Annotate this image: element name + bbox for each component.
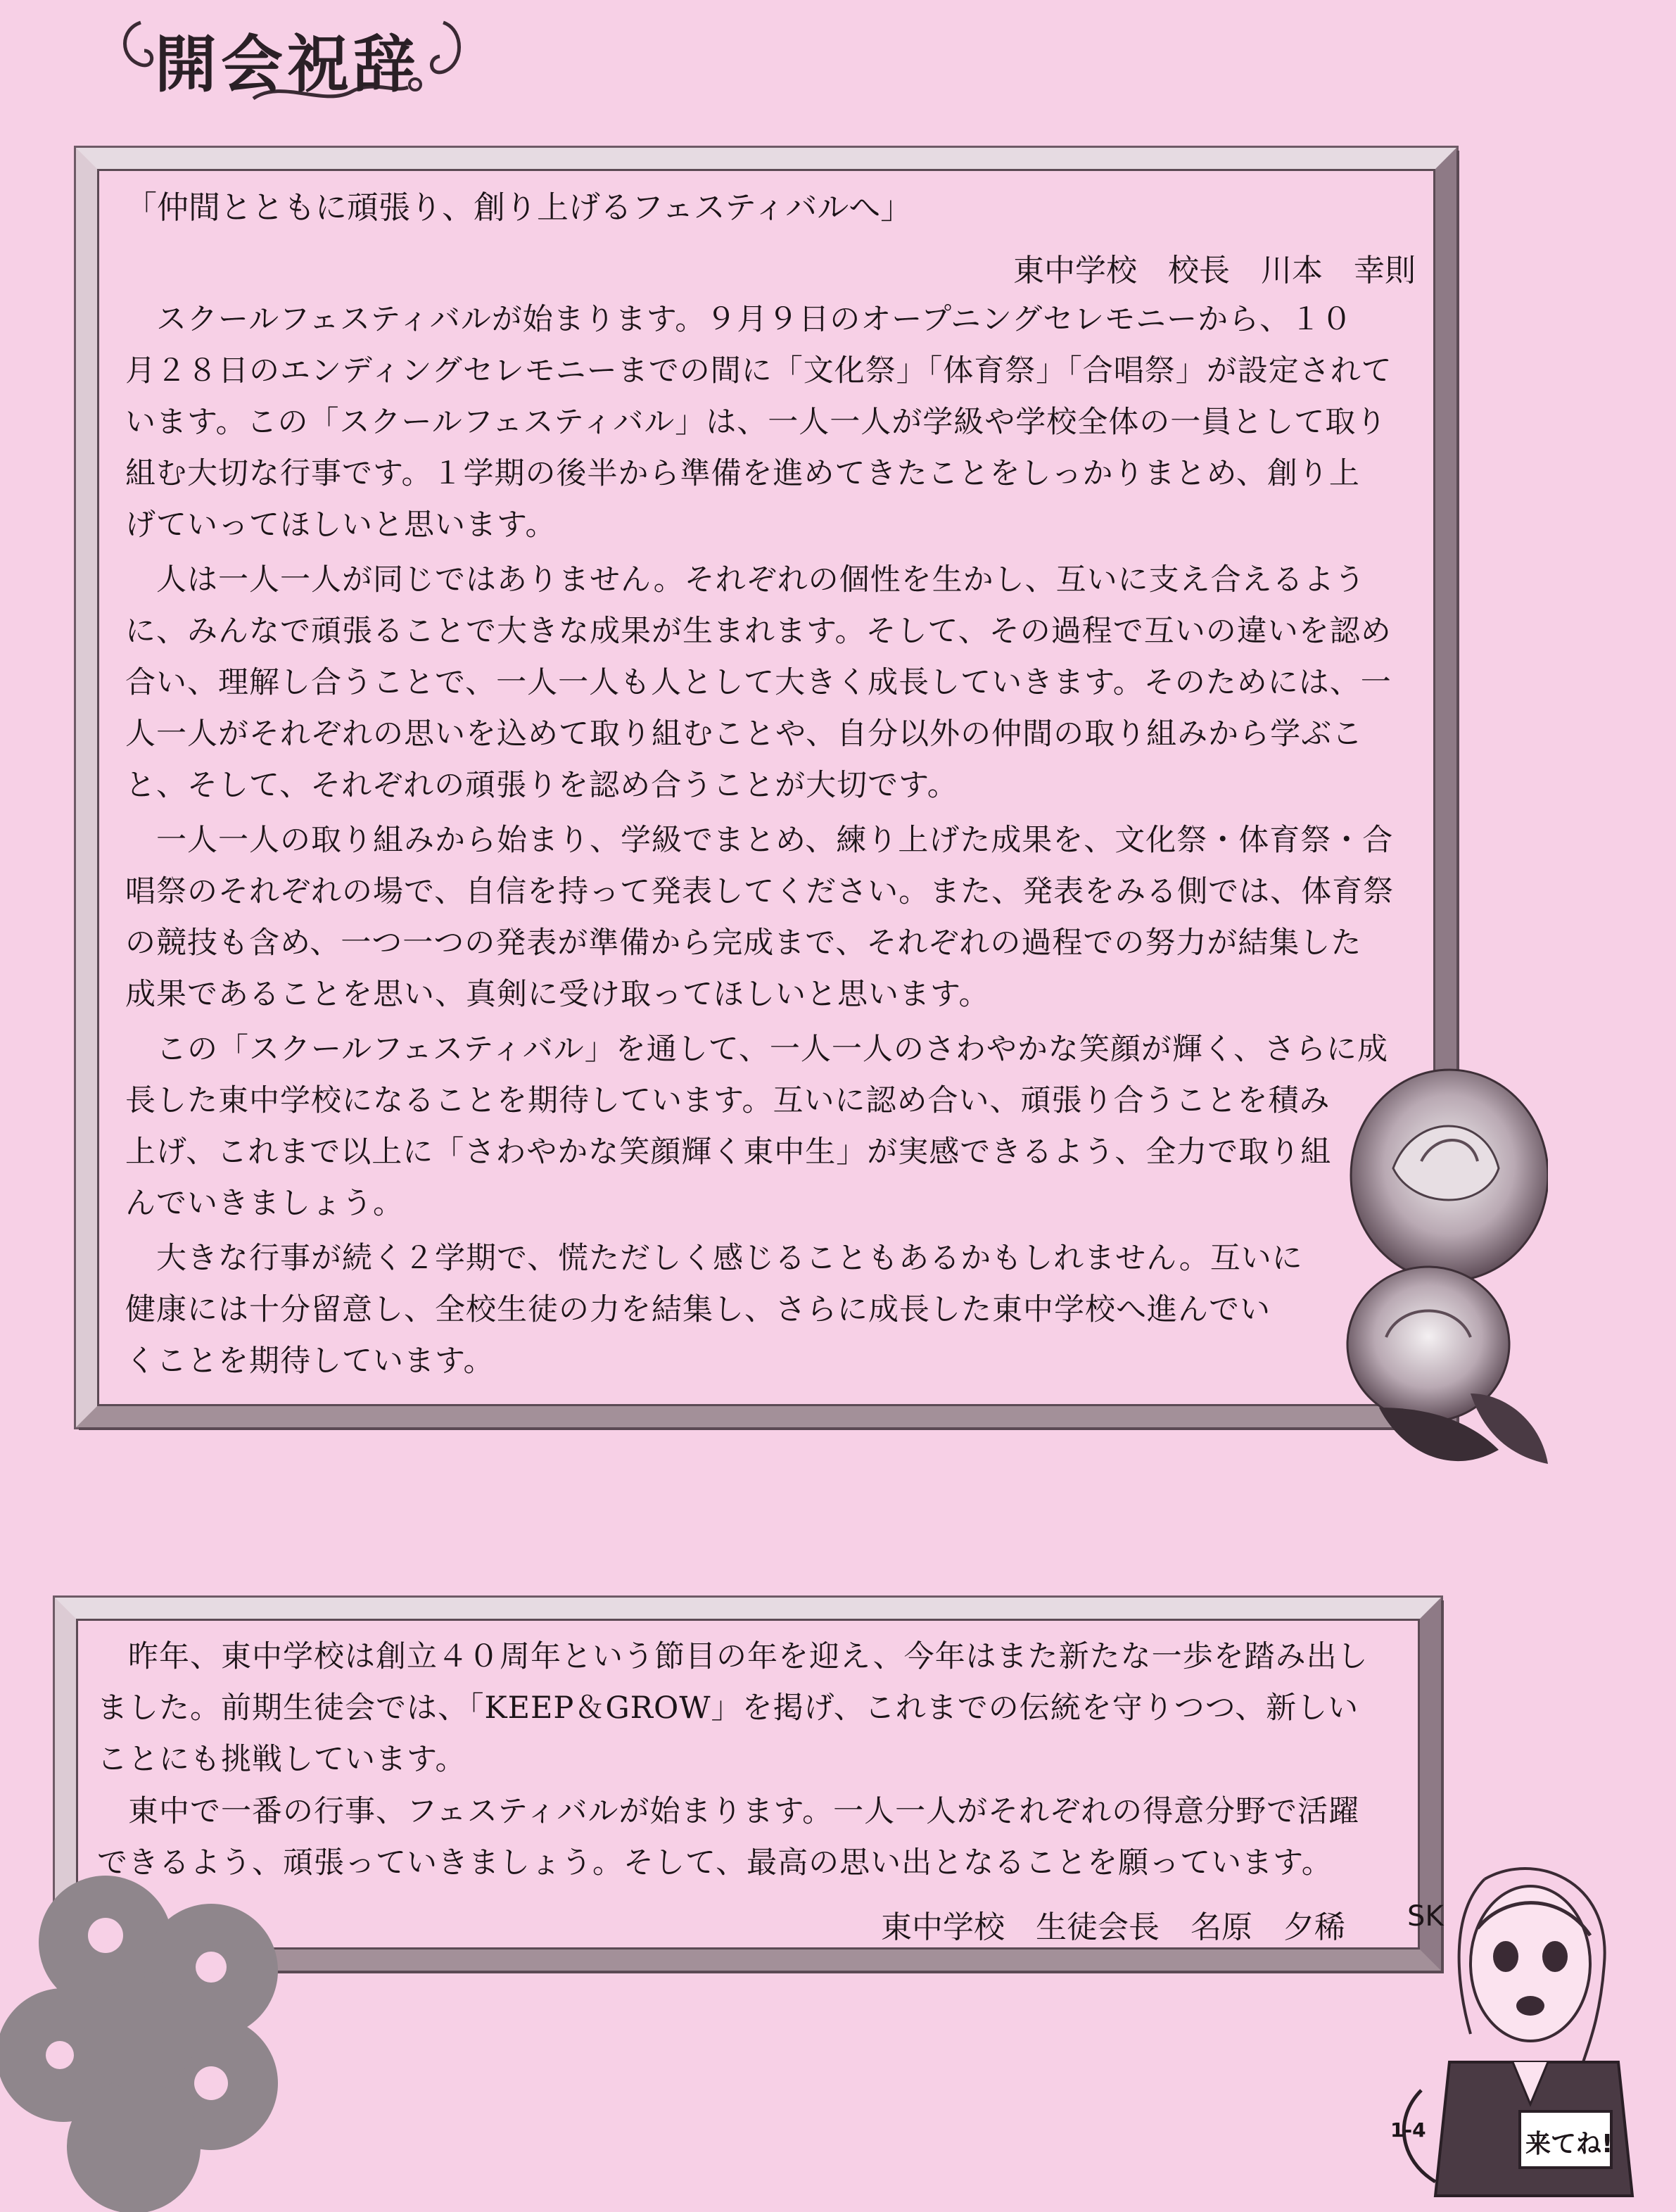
principal-paragraph-4: この「スクールフェスティバル」を通して、一人一人のさわやかな笑顔が輝く、さらに成 長した東中学校になることを期待しています。互いに認め合い、頑張り合うことを積み 上げ、これまで以上に「さわやかな笑顔輝く東中生」が実感できるよう、全力で取り組 んでいきましょう。 (125, 1032, 1388, 1221)
student-paragraph-1: 昨年、東中学校は創立４０周年という節目の年を迎え、今年はまた新たな一歩を踏み出し ました。前期生徒会では、「KEEP＆GROW」を掲げ、これまでの伝統を守りつつ、新しい ことにも挑戦しています。 (97, 1639, 1369, 1777)
principal-paragraph-5: 大きな行事が続く２学期で、慌ただしく感じることもあるかもしれません。互いに 健康には十分留意し、全校生徒の力を結集し、さらに成長した東中学校へ進んでい くことを期待しています。 (125, 1241, 1303, 1379)
title-block (113, 8, 478, 107)
principal-signature: 東中学校 校長 川本 幸則 (1013, 253, 1416, 289)
student-signature: 東中学校 生徒会長 名原 夕稀 (881, 1909, 1345, 1945)
principal-paragraph-1: スクールフェスティバルが始まります。９月９日のオープニングセレモニーから、１０ 月２８日のエンディングセレモニーまでの間に「文化祭」「体育祭」「合唱祭」が設定されて います。この「スクールフェスティバル」は、一人一人が学級や学校全体の一員として取り 組む大切な行事です。１学期の後半から準備を進めてきたことをしっかりまとめ、創り上 げていってほしいと思います。 (125, 302, 1392, 543)
principal-message-heading: 「仲間とともに頑張り、創り上げるフェスティバルへ」 (125, 189, 913, 226)
page-title: 開会祝辞 (155, 28, 420, 101)
rose-illustration (1337, 1028, 1548, 1492)
class-label: 1-4 (1390, 2118, 1426, 2142)
sign-text: 来てね! (1525, 2130, 1613, 2159)
girl-illustration (1379, 1851, 1661, 2203)
principal-paragraph-2: 人は一人一人が同じではありません。それぞれの個性を生かし、互いに支え合えるよう に、みんなで頑張ることで大きな成果が生まれます。そして、その過程で互いの違いを認め 合い、理解し合うことで、一人一人も人として大きく成長していきます。そのためには、一 人一人がそれぞれの思いを込めて取り組むことや、自分以外の仲間の取り組みから学ぶこ と、そして、それぞれの頑張りを認め合うことが大切です。 (125, 562, 1392, 803)
principal-paragraph-3: 一人一人の取り組みから始まり、学級でまとめ、練り上げた成果を、文化祭・体育祭・合 唱祭のそれぞれの場で、自信を持って発表してください。また、発表をみる側では、体育祭 の競技も含め、一つ一つの発表が準備から完成まで、それぞれの過程での努力が結集した 成果であることを思い、真剣に受け取ってほしいと思います。 (125, 823, 1395, 1012)
flower-illustration (0, 1851, 296, 2212)
illustrator-initials: SK (1407, 1900, 1444, 1933)
student-paragraph-2: 東中で一番の行事、フェスティバルが始まります。一人一人がそれぞれの得意分野で活躍 できるよう、頑張っていきましょう。そして、最高の思い出となることを願っています。 (97, 1794, 1360, 1881)
